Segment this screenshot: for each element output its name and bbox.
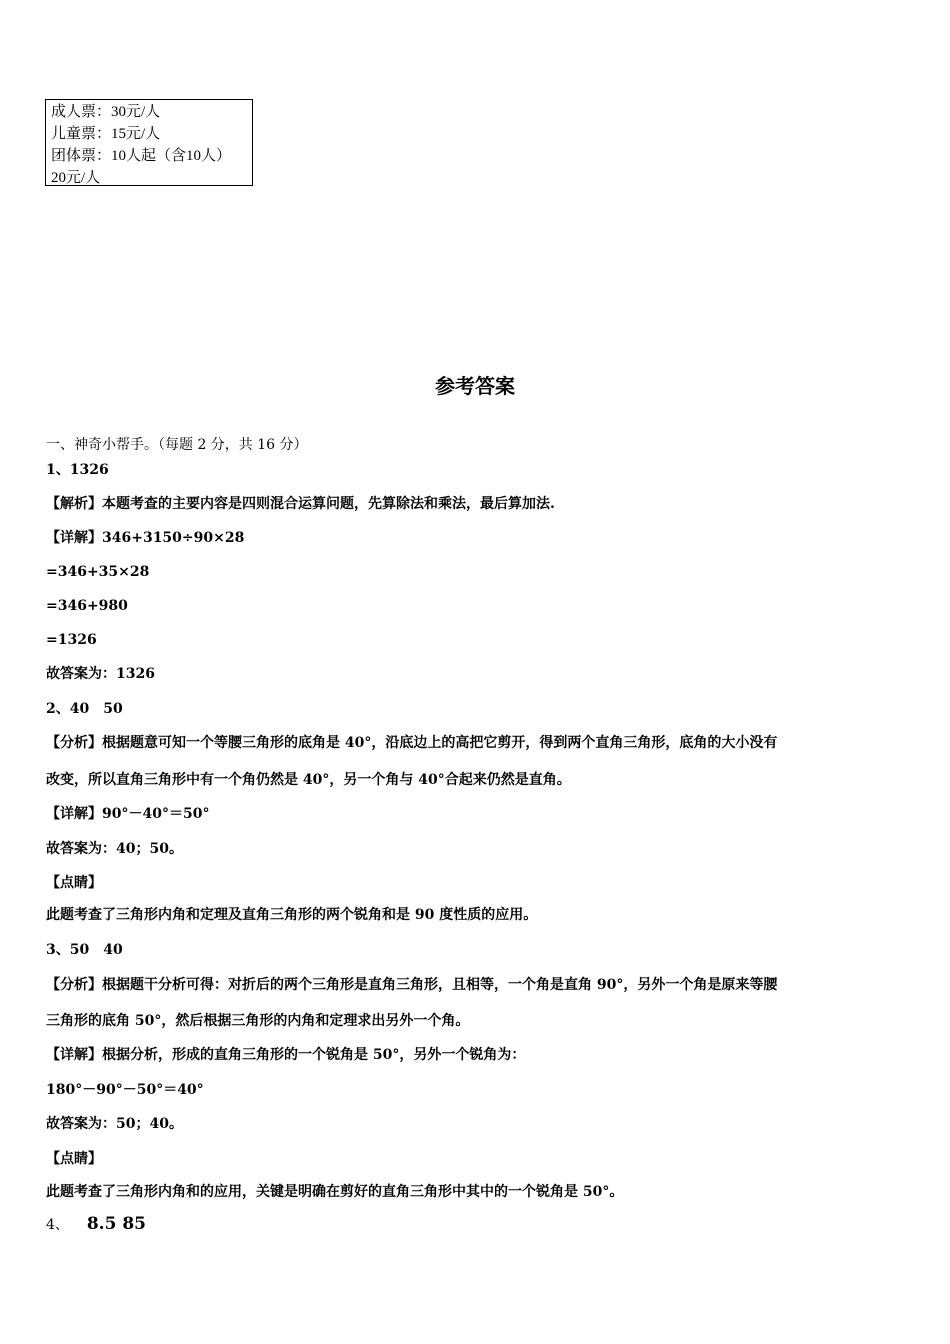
q2-analysis-line1: 【分析】根据题意可知一个等腰三角形的底角是 40°，沿底边上的高把它剪开，得到两个直角三角形，底角的大小没有 (46, 735, 778, 751)
q4-answer: 8.5 85 (86, 1214, 146, 1234)
q3-calc: 180°－90°－50°＝40° (46, 1082, 204, 1098)
q2-tip: 此题考查了三角形内角和定理及直角三角形的两个锐角和是 90 度性质的应用。 (46, 907, 538, 923)
page-title: 参考答案 (435, 374, 515, 398)
ticket-price-box (45, 99, 253, 186)
group-ticket-price: 20元/人 (51, 170, 101, 186)
q2-detail: 【详解】90°－40°＝50° (46, 806, 210, 822)
q1-analysis: 【解析】本题考查的主要内容是四则混合运算问题，先算除法和乘法，最后算加法. (46, 496, 555, 512)
q2-analysis-line2: 改变，所以直角三角形中有一个角仍然是 40°，另一个角与 40°合起来仍然是直角。 (46, 772, 571, 788)
q1-step: =346+35×28 (46, 564, 150, 580)
q1-step: =346+980 (46, 598, 128, 614)
section-heading: 一、神奇小帮手。（每题 2 分，共 16 分） (46, 437, 308, 453)
q2-final: 故答案为：40；50。 (46, 841, 183, 857)
adult-ticket-price: 成人票：30元/人 (51, 104, 161, 120)
q3-tip-label: 【点睛】 (46, 1151, 102, 1167)
q2-answer: 2、40 50 (46, 701, 123, 717)
q3-tip: 此题考查了三角形内角和的应用，关键是明确在剪好的直角三角形中其中的一个锐角是 50°。 (46, 1184, 624, 1200)
q1-answer: 1、1326 (46, 462, 109, 478)
group-ticket-rule: 团体票：10人起（含10人） (51, 148, 232, 164)
q1-step: =1326 (46, 632, 97, 648)
q3-analysis-line2: 三角形的底角 50°，然后根据三角形的内角和定理求出另外一个角。 (46, 1013, 470, 1029)
q3-detail: 【详解】根据分析，形成的直角三角形的一个锐角是 50°，另外一个锐角为： (46, 1047, 526, 1063)
q3-answer: 3、50 40 (46, 942, 123, 958)
q3-analysis-line1: 【分析】根据题干分析可得：对折后的两个三角形是直角三角形，且相等，一个角是直角 90°，另外一个角是原来等腰 (46, 977, 778, 993)
child-ticket-price: 儿童票：15元/人 (51, 126, 161, 142)
q2-tip-label: 【点睛】 (46, 875, 102, 891)
q1-detail: 【详解】346+3150÷90×28 (46, 530, 245, 546)
q1-final: 故答案为：1326 (46, 666, 155, 682)
q3-final: 故答案为：50；40。 (46, 1116, 183, 1132)
q4-label: 4、 (46, 1217, 69, 1233)
q4-answer-line (46, 1215, 146, 1234)
